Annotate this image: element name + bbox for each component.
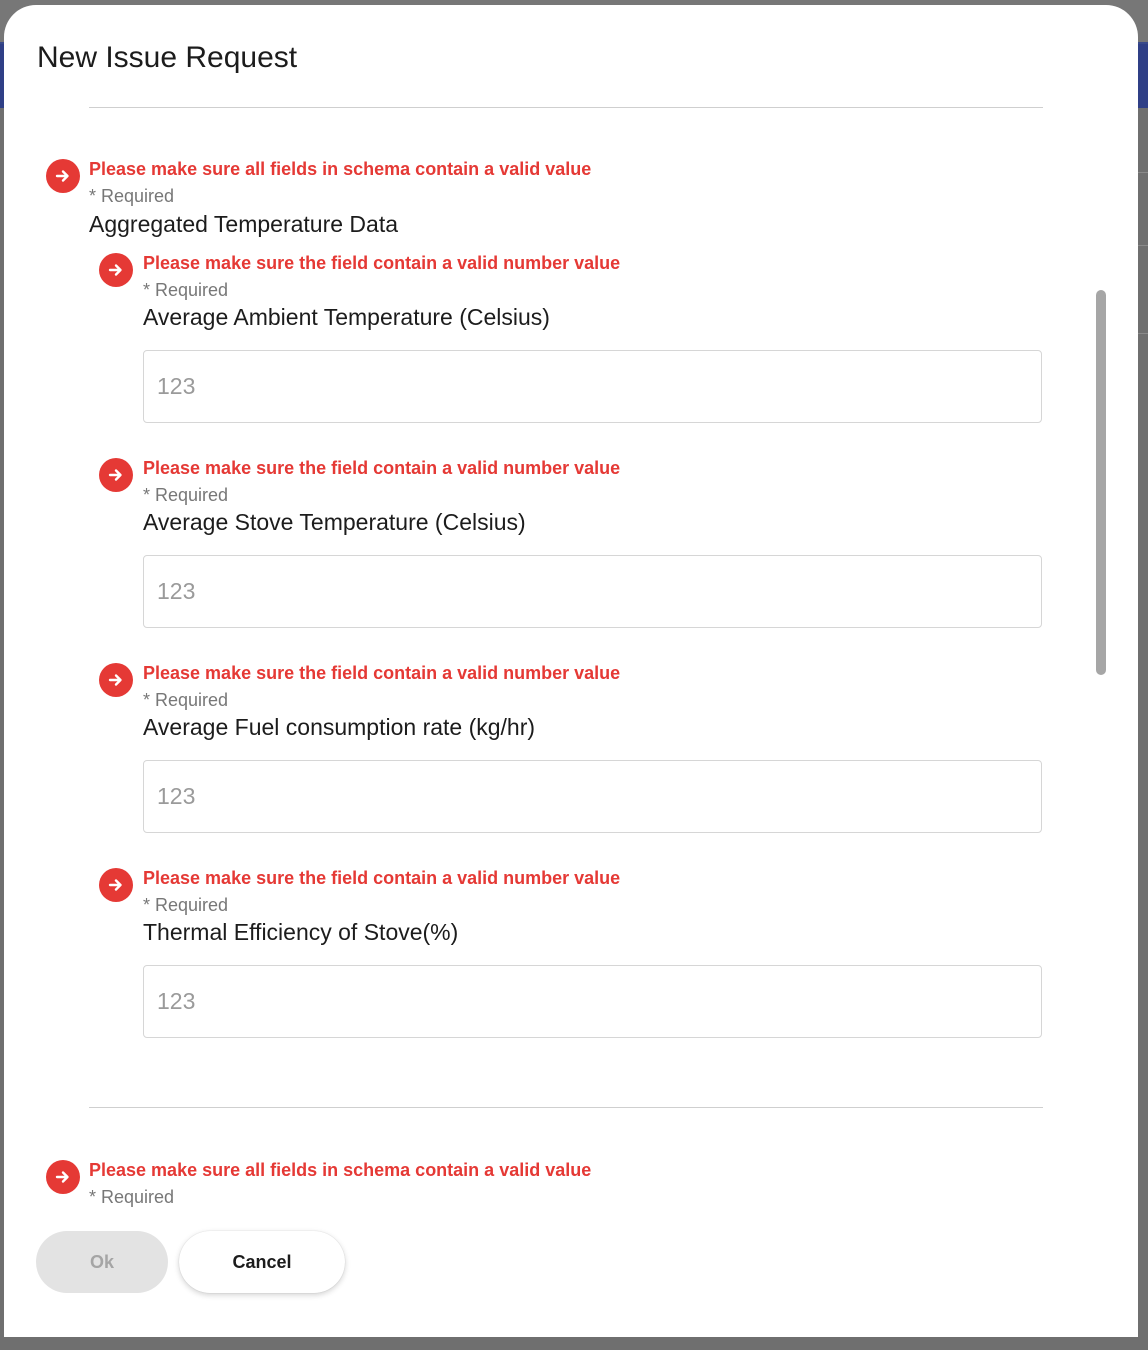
arrow-right-icon — [99, 663, 133, 697]
arrow-right-icon — [46, 159, 80, 193]
arrow-right-icon — [99, 458, 133, 492]
required-hint: * Required — [89, 186, 175, 206]
required-hint: * Required — [143, 280, 229, 300]
required-hint: * Required — [143, 485, 229, 505]
ambient-temperature-input[interactable] — [143, 350, 1042, 423]
field-label: Average Ambient Temperature (Celsius) — [143, 304, 550, 330]
field-error-message: Please make sure the field contain a valid number value — [143, 868, 621, 888]
field-error-message: Please make sure the field contain a valid number value — [143, 663, 621, 683]
arrow-right-icon — [46, 1160, 80, 1194]
scrollbar-thumb[interactable] — [1096, 290, 1106, 675]
dialog-scroll-area[interactable] — [4, 107, 1138, 1215]
stove-temperature-input[interactable] — [143, 555, 1042, 628]
new-issue-dialog — [4, 5, 1138, 1337]
required-hint: * Required — [143, 895, 229, 915]
arrow-right-icon — [99, 253, 133, 287]
thermal-efficiency-input[interactable] — [143, 965, 1042, 1038]
arrow-right-icon — [99, 868, 133, 902]
group-error-message: Please make sure all fields in schema contain a valid value — [89, 159, 592, 179]
dialog-footer — [4, 1215, 1138, 1337]
fuel-consumption-input[interactable] — [143, 760, 1042, 833]
cancel-button[interactable]: Cancel — [179, 1231, 345, 1293]
required-hint: * Required — [143, 690, 229, 710]
ok-button[interactable]: Ok — [36, 1231, 168, 1293]
field-error-message: Please make sure the field contain a valid number value — [143, 458, 621, 478]
field-label: Thermal Efficiency of Stove(%) — [143, 919, 459, 945]
required-hint: * Required — [89, 1187, 175, 1207]
field-label: Average Fuel consumption rate (kg/hr) — [143, 714, 536, 740]
field-label: Average Stove Temperature (Celsius) — [143, 509, 526, 535]
section-divider — [89, 1107, 1043, 1108]
group-error-message: Please make sure all fields in schema contain a valid value — [89, 1160, 592, 1180]
dialog-title: New Issue Request — [37, 41, 298, 74]
group-label: Aggregated Temperature Data — [89, 211, 398, 237]
section-divider — [89, 107, 1043, 108]
field-error-message: Please make sure the field contain a valid number value — [143, 253, 621, 273]
